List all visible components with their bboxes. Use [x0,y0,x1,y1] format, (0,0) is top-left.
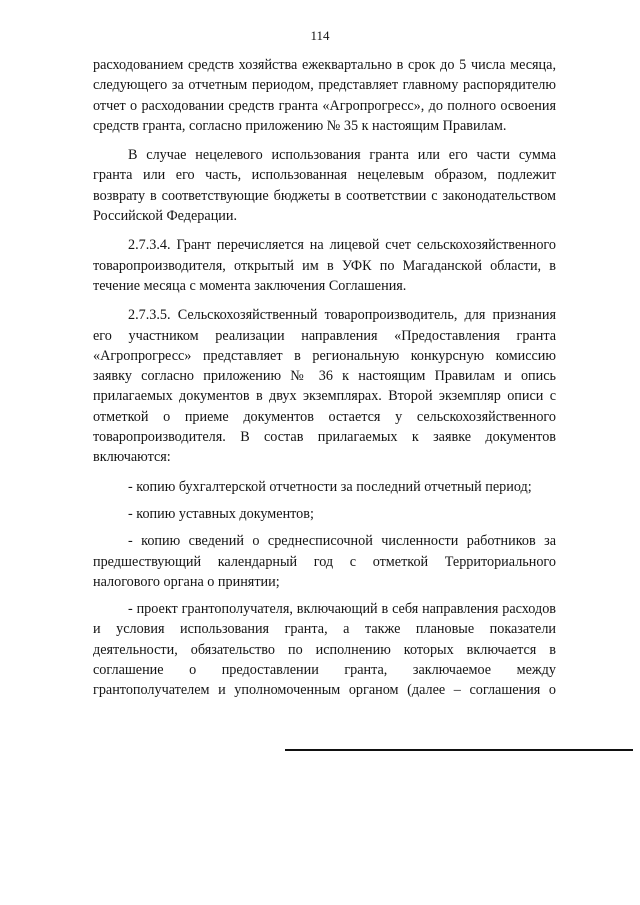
footnote-separator-line [285,749,633,751]
document-body [93,55,556,708]
list-item-headcount-info: - копию сведений о среднесписочной численности работников за предшествующий календарный год с отметкой Территориального налогового органа о принятии; [93,533,556,590]
list-item-grantee-project: - проект грантополучателя, включающий в себя направления расходов и условия использования гранта, а также плановые показатели деятельности, обязательство по исполнению которых включается в соглашение о предоставлении гранта, заключаемое между грантополучателем и уполномоченным органом (далее – соглашения о [93,601,556,699]
paragraph-2-7-3-5: 2.7.3.5. Сельскохозяйственный товаропроизводитель, для признания его участником реализации направления «Предоставления гранта «Агропрогресс» представляет в региональную конкурсную комиссию заявку согласно приложению № 36 к настоящим Правилам и опись прилагаемых документов в двух экземплярах. Второй экземпляр описи с отметкой о приеме документов остается у сельскохозяйственного товаропроизводителя. В состав прилагаемых к заявке документов включаются: [93,307,556,466]
list-item-charter-documents: - копию уставных документов; [128,505,314,522]
paragraph-misuse-refund: В случае нецелевого использования гранта или его части сумма гранта или его часть, использованная нецелевым образом, подлежит возврату в соответствующие бюджеты в соответствии с законодательством Российской Федерации. [93,147,556,225]
paragraph-report-continuation: расходованием средств хозяйства ежеквартально в срок до 5 числа месяца, следующего за отчетным периодом, представляет главному распорядителю отчет о расходовании средств гранта «Агропрогресс», до полного освоения средств гранта, согласно приложению № 35 к настоящим Правилам. [93,57,556,134]
page-number: 114 [310,28,330,43]
paragraph-2-7-3-4: 2.7.3.4. Грант перечисляется на лицевой счет сельскохозяйственного товаропроизводителя, открытый им в УФК по Магаданской области, в течение месяца с момента заключения Соглашения. [93,237,556,294]
list-item-accounting-report: - копию бухгалтерской отчетности за последний отчетный период; [128,478,532,495]
